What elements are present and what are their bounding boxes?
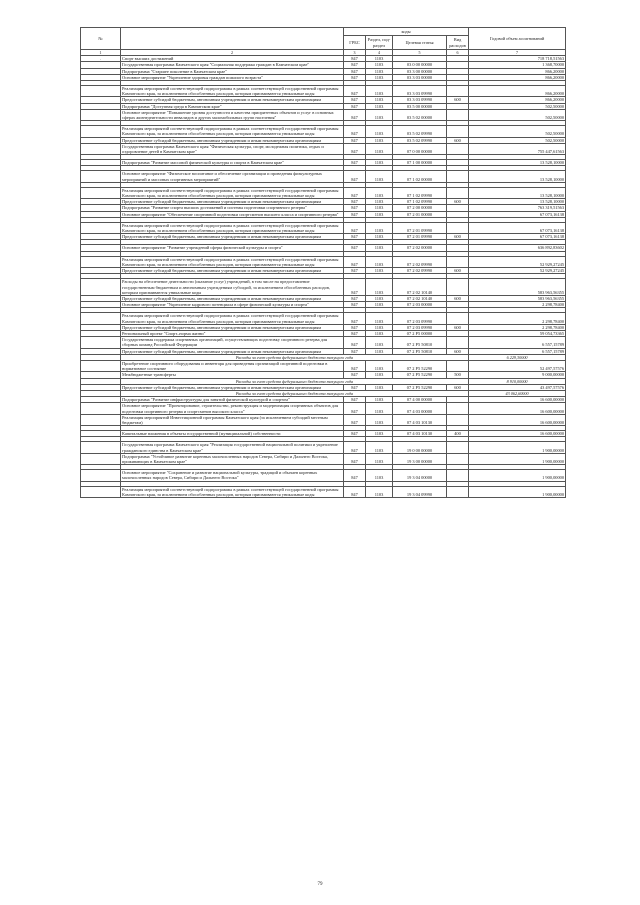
razdel-cell: 1103 (366, 337, 393, 348)
grbs-cell: 847 (344, 295, 366, 301)
row-name-cell: Реализация мероприятий соответствующей подпрограммы в рамках соответствующей государственной программы Камчатского края, за исключением обособленных расходов, которым присваиваются уникальные коды (121, 86, 344, 97)
row-name-cell: Основное мероприятие "Повышение уровня доступности и качества приоритетных объектов и услуг в основных сферах жизнедеятельности инвалидов и других маломобильных групп населения" (121, 109, 344, 120)
amount-cell: 13 528,10000 (469, 160, 566, 166)
amount-cell: 13 528,10000 (469, 199, 566, 205)
amount-cell: 59 054,73365 (469, 330, 566, 336)
row-name-cell: Государственная программа Камчатского края "Реализация государственной национальной политики и укрепление гражданского единства в Камчатском крае" (121, 442, 344, 453)
row-name-cell: Подпрограмма "Устойчивое развитие коренных малочисленных народов Севера, Сибири и Дальнего Востока, проживающих в Камчатском крае" (121, 453, 344, 464)
grbs-cell: 847 (344, 143, 366, 154)
grbs-cell: 847 (344, 56, 366, 62)
grbs-cell: 847 (344, 414, 366, 425)
row-name-cell: Предоставление субсидий бюджетным, автономным учреждениям и иным некоммерческим организациям (121, 295, 344, 301)
vr-cell: 600 (447, 384, 469, 390)
table-row (81, 313, 566, 324)
table-row (81, 279, 566, 296)
razdel-cell: 1103 (366, 245, 393, 251)
amount-cell: 52 497,57576 (469, 360, 566, 371)
razdel-cell: 1103 (366, 126, 393, 137)
row-num-cell (81, 337, 121, 348)
row-num-cell (81, 360, 121, 371)
amount-cell: 43 497,57576 (469, 384, 566, 390)
vr-cell (447, 403, 469, 414)
vr-cell: 500 (447, 372, 469, 378)
cs-cell: 03 3 03 09990 (393, 86, 447, 97)
row-num-cell (81, 442, 121, 453)
row-name-cell: Основное мероприятие "Физическое воспитание и обеспечение организации и проведения физкультурных мероприятий и массовых спортивных мероприятий" (121, 171, 344, 182)
row-name-cell: Предоставление субсидий бюджетным, автономным учреждениям и иным некоммерческим организациям (121, 268, 344, 274)
amount-cell: 16 600,00000 (469, 414, 566, 425)
grbs-cell: 847 (344, 302, 366, 308)
grbs-cell: 847 (344, 234, 366, 240)
header-cs: Целевая статья (393, 36, 447, 50)
row-name-cell: Предоставление субсидий бюджетным, автономным учреждениям и иным некоммерческим организациям (121, 324, 344, 330)
cs-cell: 07 2 P5 52290 (393, 372, 447, 378)
row-name-cell: Основное мероприятие "Обеспечение спортивной подготовки спортсменов высшего класса и спортивного резерва" (121, 211, 344, 217)
razdel-cell: 1103 (366, 397, 393, 403)
amount-cell: 16 600,00000 (469, 397, 566, 403)
cs-cell: 07 1 02 00000 (393, 171, 447, 182)
razdel-cell: 1103 (366, 453, 393, 464)
grbs-cell: 847 (344, 470, 366, 481)
table-row (81, 337, 566, 348)
header-grbs: ГРБС (344, 36, 366, 50)
amount-cell: 6 557,15789 (469, 337, 566, 348)
page-number: 79 (317, 882, 323, 887)
amount-cell: 502,50000 (469, 126, 566, 137)
table-row (81, 187, 566, 198)
cs-cell: 03 3 03 09990 (393, 97, 447, 103)
row-name-cell: Реализация мероприятий соответствующей подпрограммы в рамках соответствующей государственной программы Камчатского края, за исключением обособленных расходов, которым присваиваются уникальные коды (121, 222, 344, 233)
cs-cell: 03 5 02 09990 (393, 126, 447, 137)
amount-cell: 583 963,56355 (469, 295, 566, 301)
razdel-cell: 1103 (366, 160, 393, 166)
razdel-cell: 1103 (366, 442, 393, 453)
razdel-cell: 1103 (366, 211, 393, 217)
idx-cell: 6 (447, 50, 469, 56)
amount-cell: 866,20000 (469, 74, 566, 80)
vr-cell (447, 109, 469, 120)
razdel-cell: 1103 (366, 103, 393, 109)
table-row (81, 414, 566, 425)
row-num-cell (81, 414, 121, 425)
cs-cell: 19 3 04 09990 (393, 486, 447, 497)
cs-cell: 03 3 00 00000 (393, 68, 447, 74)
cs-cell: 07 4 03 10130 (393, 431, 447, 437)
table-row (81, 171, 566, 182)
row-num-cell: . (81, 56, 121, 62)
cs-cell: 07 2 02 09990 (393, 256, 447, 267)
grbs-cell: 847 (344, 279, 366, 296)
row-num-cell (81, 486, 121, 497)
vr-cell (447, 486, 469, 497)
row-num-cell (81, 171, 121, 182)
amount-cell: 502,50000 (469, 109, 566, 120)
row-name-cell: Государственная поддержка спортивных организаций, осуществляющих подготовку спортивного резерва для сборных команд Российской Федерации (121, 337, 344, 348)
row-name-cell: Реализация мероприятий соответствующей подпрограммы в рамках соответствующей государственной программы Камчатского края, за исключением обособленных расходов, которым присваиваются уникальные коды (121, 126, 344, 137)
razdel-cell: 1103 (366, 109, 393, 120)
row-name-cell: Предоставление субсидий бюджетным, автономным учреждениям и иным некоммерческим организациям (121, 97, 344, 103)
table-row (81, 403, 566, 414)
grbs-cell: 847 (344, 211, 366, 217)
cs-cell: 07 2 03 00000 (393, 302, 447, 308)
amount-cell: 52 929,27245 (469, 256, 566, 267)
row-num-cell (81, 279, 121, 296)
row-name-cell: Предоставление субсидий бюджетным, автономным учреждениям и иным некоммерческим организациям (121, 199, 344, 205)
cs-cell: 07 2 P5 00000 (393, 330, 447, 336)
table-body (81, 56, 566, 498)
amount-cell: 755 447,61563 (469, 143, 566, 154)
row-num-cell (81, 470, 121, 481)
row-name-cell: Основное мероприятие "Сохранение и развитие национальной культуры, традиций и обычаев коренных малочисленных народов Севера, Сибири и Дальнего Востока" (121, 470, 344, 481)
table-row (81, 360, 566, 371)
vr-cell: 600 (447, 295, 469, 301)
vr-cell (447, 222, 469, 233)
row-name-cell: Реализация мероприятий соответствующей подпрограммы в рамках соответствующей государственной программы Камчатского края, за исключением обособленных расходов, которым присваиваются уникальные коды (121, 256, 344, 267)
vr-cell (447, 187, 469, 198)
row-name-cell: Подпрограмма "Доступная среда в Камчатском крае" (121, 103, 344, 109)
cs-cell: 07 2 02 09990 (393, 268, 447, 274)
amount-cell: 16 600,00000 (469, 403, 566, 414)
vr-cell (447, 86, 469, 97)
row-num-cell (81, 403, 121, 414)
cs-cell: 07 2 P5 50810 (393, 337, 447, 348)
vr-cell (447, 171, 469, 182)
note-cell: Расходы за счет средств федерального бюджета текущего года (121, 390, 469, 396)
vr-cell: 600 (447, 199, 469, 205)
razdel-cell: 1103 (366, 360, 393, 371)
amount-cell: 9 000,00000 (469, 372, 566, 378)
cs-cell: 07 2 01 09990 (393, 222, 447, 233)
amount-cell: 763 319,51563 (469, 205, 566, 211)
amount-cell: 1 900,00000 (469, 486, 566, 497)
grbs-cell: 847 (344, 403, 366, 414)
cs-cell: 03 5 02 00000 (393, 109, 447, 120)
cs-cell: 07 2 01 00000 (393, 211, 447, 217)
row-name-cell: Реализация мероприятий Инвестиционной программы Камчатского края (за исключением субсидий местным бюджетам) (121, 414, 344, 425)
cs-cell: 19 3 04 00000 (393, 470, 447, 481)
note-amount-cell: 43 062,60000 (469, 390, 566, 396)
vr-cell (447, 337, 469, 348)
note-cell: Расходы за счет средств федерального бюджета текущего года (121, 378, 469, 384)
amount-cell: 2 298,78400 (469, 302, 566, 308)
grbs-cell: 847 (344, 268, 366, 274)
cs-cell: 07 2 01 09990 (393, 234, 447, 240)
row-num-cell (81, 86, 121, 97)
table-row (81, 256, 566, 267)
razdel-cell: 1103 (366, 62, 393, 68)
cs-cell: 19 0 00 00000 (393, 442, 447, 453)
razdel-cell: 1103 (366, 205, 393, 211)
grbs-cell: 847 (344, 68, 366, 74)
cs-cell: 07 2 03 09990 (393, 324, 447, 330)
vr-cell (447, 256, 469, 267)
grbs-cell: 847 (344, 337, 366, 348)
vr-cell (447, 470, 469, 481)
amount-cell: 1 368,70000 (469, 62, 566, 68)
razdel-cell: 1103 (366, 234, 393, 240)
vr-cell (447, 360, 469, 371)
grbs-cell: 847 (344, 453, 366, 464)
idx-cell: 4 (366, 50, 393, 56)
row-num-cell (81, 126, 121, 137)
cs-cell: 07 1 02 09990 (393, 199, 447, 205)
vr-cell: 600 (447, 234, 469, 240)
amount-cell: 13 528,10000 (469, 171, 566, 182)
row-num-cell (81, 143, 121, 154)
row-name-cell: Спорт высших достижений (121, 56, 344, 62)
row-name-cell: Реализация мероприятий соответствующей подпрограммы в рамках соответствующей государственной программы Камчатского края, за исключением обособленных расходов, которым присваиваются уникальные коды (121, 187, 344, 198)
grbs-cell: 847 (344, 324, 366, 330)
amount-cell: 502,50000 (469, 103, 566, 109)
razdel-cell: 1103 (366, 187, 393, 198)
amount-cell: 502,50000 (469, 137, 566, 143)
budget-table (80, 27, 566, 498)
row-name-cell: Расходы на обеспечение деятельности (оказание услуг) учреждений, в том числе на предоставление государственным бюджетным и автономным учреждениям субсидий, за исключением обособленных расходов, которым присваиваются уникальные коды (121, 279, 344, 296)
razdel-cell: 1103 (366, 414, 393, 425)
cs-cell: 07 4 03 10130 (393, 414, 447, 425)
grbs-cell: 847 (344, 397, 366, 403)
razdel-cell: 1103 (366, 199, 393, 205)
grbs-cell: 847 (344, 431, 366, 437)
row-num-cell (81, 222, 121, 233)
grbs-cell: 847 (344, 313, 366, 324)
idx-cell: 1 (81, 50, 121, 56)
row-name-cell: Приобретение спортивного оборудования и инвентаря для приведения организаций спортивной подготовки в нормативное состояние (121, 360, 344, 371)
cs-cell: 07 4 00 00000 (393, 397, 447, 403)
razdel-cell: 1103 (366, 302, 393, 308)
vr-cell: 600 (447, 97, 469, 103)
vr-cell: 600 (447, 324, 469, 330)
cs-cell: 07 2 P5 50810 (393, 348, 447, 354)
cs-cell: 19 3 00 00000 (393, 453, 447, 464)
grbs-cell: 847 (344, 171, 366, 182)
razdel-cell: 1103 (366, 372, 393, 378)
header-num: № (81, 28, 121, 50)
razdel-cell: 1103 (366, 222, 393, 233)
table-row (81, 109, 566, 120)
row-num-cell (81, 187, 121, 198)
grbs-cell: 847 (344, 160, 366, 166)
table-row (81, 453, 566, 464)
grbs-cell: 847 (344, 372, 366, 378)
grbs-cell: 847 (344, 205, 366, 211)
amount-cell: 866,20000 (469, 68, 566, 74)
cs-cell: 03 5 02 09990 (393, 137, 447, 143)
row-name-cell: Межбюджетные трансферты (121, 372, 344, 378)
table-header (81, 28, 566, 56)
amount-cell: 16 600,00000 (469, 431, 566, 437)
cs-cell: 03 5 00 00000 (393, 103, 447, 109)
cs-cell: 07 2 02 10140 (393, 295, 447, 301)
grbs-cell: 847 (344, 109, 366, 120)
grbs-cell: 847 (344, 245, 366, 251)
grbs-cell: 847 (344, 97, 366, 103)
grbs-cell: 847 (344, 62, 366, 68)
vr-cell (447, 279, 469, 296)
vr-cell: 400 (447, 431, 469, 437)
razdel-cell: 1103 (366, 68, 393, 74)
idx-cell: 5 (393, 50, 447, 56)
cs-cell: 07 1 00 00000 (393, 160, 447, 166)
amount-cell: 1 900,00000 (469, 442, 566, 453)
row-num-cell (81, 256, 121, 267)
grbs-cell: 847 (344, 256, 366, 267)
vr-cell: 600 (447, 268, 469, 274)
amount-cell: 1 900,00000 (469, 453, 566, 464)
cs-cell: 07 2 P5 52290 (393, 360, 447, 371)
row-name-cell: Государственная программа Камчатского края "Социальная поддержка граждан в Камчатском крае" (121, 62, 344, 68)
note-cell: Расходы за счет средств федерального бюджета текущего года (121, 354, 469, 360)
razdel-cell: 1103 (366, 330, 393, 336)
table-row (81, 86, 566, 97)
note-amount-cell: 8 910,00000 (469, 378, 566, 384)
cs-cell: 07 0 00 00000 (393, 143, 447, 154)
vr-cell (447, 453, 469, 464)
grbs-cell: 847 (344, 199, 366, 205)
header-codes: коды (344, 28, 469, 36)
razdel-cell: 1103 (366, 324, 393, 330)
row-name-cell: Предоставление субсидий бюджетным, автономным учреждениям и иным некоммерческим организациям (121, 234, 344, 240)
vr-cell (447, 143, 469, 154)
grbs-cell: 847 (344, 486, 366, 497)
amount-cell: 67 073,16138 (469, 234, 566, 240)
amount-cell: 2 298,78400 (469, 313, 566, 324)
amount-cell: 1 900,00000 (469, 470, 566, 481)
grbs-cell: 847 (344, 103, 366, 109)
razdel-cell: 1103 (366, 97, 393, 103)
cs-cell: 07 2 P5 52290 (393, 384, 447, 390)
table-row (81, 126, 566, 137)
grbs-cell: 847 (344, 222, 366, 233)
razdel-cell: 1103 (366, 486, 393, 497)
header-razdel: Раздел, под-раздел (366, 36, 393, 50)
cs-cell: 03 3 03 00000 (393, 74, 447, 80)
vr-cell: 600 (447, 137, 469, 143)
row-name-cell: Основное мероприятие "Укрепление здоровья граждан пожилого возраста" (121, 74, 344, 80)
razdel-cell: 1103 (366, 171, 393, 182)
amount-cell: 583 963,56355 (469, 279, 566, 296)
vr-cell: 600 (447, 348, 469, 354)
razdel-cell: 1103 (366, 295, 393, 301)
amount-cell: 866,20000 (469, 97, 566, 103)
vr-cell (447, 313, 469, 324)
table-row (81, 143, 566, 154)
vr-cell (447, 414, 469, 425)
razdel-cell: 1103 (366, 137, 393, 143)
header-amount: Годовой объем ассигнований (469, 28, 566, 50)
razdel-cell: 1103 (366, 403, 393, 414)
header-name (121, 28, 344, 50)
amount-cell: 52 929,27245 (469, 268, 566, 274)
row-num-cell (81, 313, 121, 324)
razdel-cell: 1103 (366, 268, 393, 274)
row-name-cell: Подпрограмма "Старшее поколение в Камчатском крае" (121, 68, 344, 74)
amount-cell: 718 718,51563 (469, 56, 566, 62)
row-name-cell: Подпрограмма "Развитие инфраструктуры для занятий физической культурой и спортом" (121, 397, 344, 403)
amount-cell: 67 073,16138 (469, 222, 566, 233)
razdel-cell: 1103 (366, 74, 393, 80)
amount-cell: 636 892,83602 (469, 245, 566, 251)
row-name-cell: Предоставление субсидий бюджетным, автономным учреждениям и иным некоммерческим организациям (121, 384, 344, 390)
row-name-cell: Предоставление субсидий бюджетным, автономным учреждениям и иным некоммерческим организациям (121, 137, 344, 143)
razdel-cell: 1103 (366, 143, 393, 154)
grbs-cell: 847 (344, 74, 366, 80)
amount-cell: 2 298,78400 (469, 324, 566, 330)
amount-cell: 866,20000 (469, 86, 566, 97)
cs-cell: 07 2 02 10140 (393, 279, 447, 296)
razdel-cell: 1103 (366, 348, 393, 354)
row-name-cell: Основное мероприятие "Развитие учреждений сферы физической культуры и спорта" (121, 245, 344, 251)
table-row (81, 470, 566, 481)
amount-cell: 6 557,15789 (469, 348, 566, 354)
razdel-cell: 1103 (366, 470, 393, 481)
cs-cell: 07 2 00 00000 (393, 205, 447, 211)
note-amount-cell: 6 229,30000 (469, 354, 566, 360)
razdel-cell: 1103 (366, 256, 393, 267)
razdel-cell: 1103 (366, 431, 393, 437)
cs-cell: 07 1 02 09990 (393, 187, 447, 198)
row-name-cell: Основное мероприятие "Укрепление кадрового потенциала в сфере физической культуры и спорта" (121, 302, 344, 308)
row-name-cell: Подпрограмма "Развитие массовой физической культуры и спорта в Камчатском крае" (121, 160, 344, 166)
razdel-cell: 1103 (366, 279, 393, 296)
cs-cell: 07 4 03 00000 (393, 403, 447, 414)
grbs-cell: 847 (344, 384, 366, 390)
amount-cell: 13 528,10000 (469, 187, 566, 198)
row-name-cell: Реализация мероприятий соответствующей подпрограммы в рамках соответствующей государственной программы Камчатского края, за исключением обособленных расходов, которым присваиваются уникальные коды (121, 313, 344, 324)
grbs-cell: 847 (344, 126, 366, 137)
grbs-cell: 847 (344, 360, 366, 371)
row-name-cell: Предоставление субсидий бюджетным, автономным учреждениям и иным некоммерческим организациям (121, 348, 344, 354)
table-row (81, 486, 566, 497)
idx-cell: 7 (469, 50, 566, 56)
amount-cell: 67 073,16138 (469, 211, 566, 217)
cs-cell: 07 2 02 00000 (393, 245, 447, 251)
header-vr: Вид расходов (447, 36, 469, 50)
vr-cell (447, 126, 469, 137)
razdel-cell: 1103 (366, 313, 393, 324)
idx-cell: 3 (344, 50, 366, 56)
grbs-cell: 847 (344, 86, 366, 97)
row-name-cell: Государственная программа Камчатского края "Физическая культура, спорт, молодежная политика, отдых и оздоровление детей в Камчатском крае" (121, 143, 344, 154)
row-name-cell: Капитальные вложения в объекты государственной (муниципальной) собственности (121, 431, 344, 437)
table-row (81, 222, 566, 233)
cs-cell: 03 0 00 00000 (393, 62, 447, 68)
row-num-cell (81, 453, 121, 464)
vr-cell (447, 442, 469, 453)
idx-cell: 2 (121, 50, 344, 56)
grbs-cell: 847 (344, 348, 366, 354)
razdel-cell: 1103 (366, 86, 393, 97)
row-name-cell: Основное мероприятие "Проектирование, строительство, реконструкция и модернизация спортивных объектов для подготовки спортивного резерва и спортсменов высокого класса" (121, 403, 344, 414)
row-num-cell (81, 109, 121, 120)
row-name-cell: Региональный проект "Спорт–норма жизни" (121, 330, 344, 336)
row-name-cell: Реализация мероприятий соответствующей подпрограммы в рамках соответствующей государственной программы Камчатского края, за исключением обособленных расходов, которым присваиваются уникальные коды (121, 486, 344, 497)
grbs-cell: 847 (344, 442, 366, 453)
table-row (81, 442, 566, 453)
grbs-cell: 847 (344, 137, 366, 143)
grbs-cell: 847 (344, 330, 366, 336)
razdel-cell: 1103 (366, 56, 393, 62)
razdel-cell: 1103 (366, 384, 393, 390)
row-name-cell: Подпрограмма "Развитие спорта высших достижений и системы подготовки спортивного резерва" (121, 205, 344, 211)
cs-cell: 07 2 03 09990 (393, 313, 447, 324)
grbs-cell: 847 (344, 187, 366, 198)
